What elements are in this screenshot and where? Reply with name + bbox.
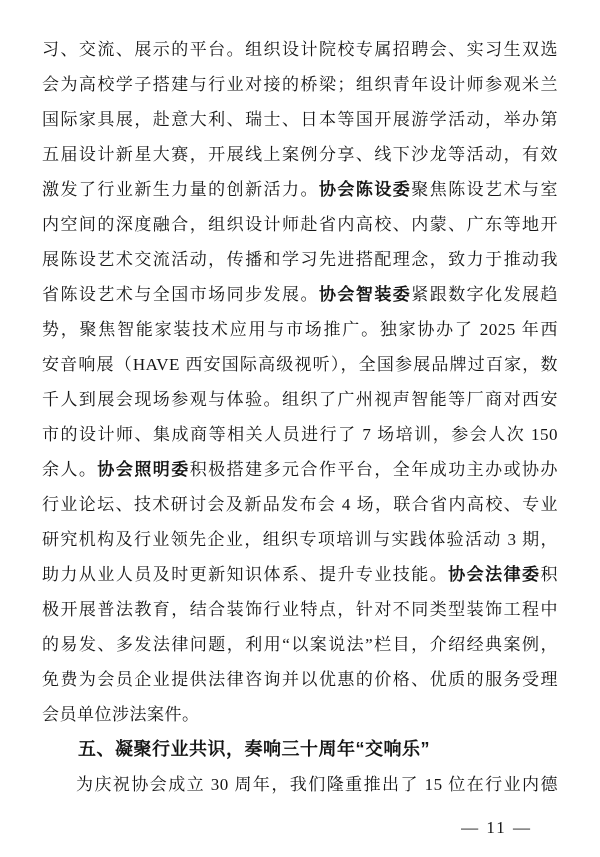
body-text: 极开展普法教育，结合装饰行业特点，针对不同类型装饰工程中	[42, 600, 558, 619]
body-text: 市的设计师、集成商等相关人员进行了 7 场培训，参会人次 150	[42, 425, 558, 444]
body-line	[42, 417, 558, 452]
body-line	[42, 207, 558, 242]
body-line	[42, 347, 558, 382]
body-line	[42, 312, 558, 347]
body-text: 紧跟数字化发展趋	[411, 285, 559, 304]
page-number: — 11 —	[461, 818, 532, 837]
body-line	[42, 592, 558, 627]
body-line	[42, 242, 558, 277]
body-line	[42, 172, 558, 207]
body-line	[42, 102, 558, 137]
body-line	[42, 522, 558, 557]
body-line	[42, 67, 558, 102]
body-text: 免费为会员企业提供法律咨询并以优惠的价格、优质的服务受理	[42, 670, 558, 689]
body-text: 会员单位涉法案件。	[42, 705, 200, 724]
section-heading	[42, 732, 558, 767]
body-line	[42, 137, 558, 172]
body-text: 聚焦陈设艺术与室	[411, 180, 559, 199]
committee-name-falvwei: 协会法律委	[448, 565, 541, 584]
body-text: 行业论坛、技术研讨会及新品发布会 4 场，联合省内高校、专业	[42, 495, 558, 514]
section-heading-text: 五、凝聚行业共识，奏响三十周年“交响乐”	[78, 739, 430, 759]
paragraph-end-line	[42, 697, 558, 732]
body-text: 五届设计新星大赛，开展线上案例分享、线下沙龙等活动，有效	[42, 145, 558, 164]
committee-name-chenshewei: 协会陈设委	[318, 180, 412, 199]
body-text: 为庆祝协会成立 30 周年，我们隆重推出了 15 位在行业内德	[76, 775, 558, 794]
body-text: 千人到展会现场参观与体验。组织了广州视声智能等厂商对西安	[42, 390, 558, 409]
body-text: 的易发、多发法律问题，利用“以案说法”栏目，介绍经典案例，	[42, 635, 558, 654]
body-text: 积	[540, 565, 559, 584]
body-text: 省陈设艺术与全国市场同步发展。	[42, 285, 319, 304]
body-line	[42, 767, 558, 802]
body-line	[42, 557, 558, 592]
body-line	[42, 662, 558, 697]
body-text: 激发了行业新生力量的创新活力。	[42, 180, 319, 199]
body-text: 会为高校学子搭建与行业对接的桥梁；组织青年设计师参观米兰	[42, 75, 558, 94]
body-line	[42, 452, 558, 487]
body-line	[42, 32, 558, 67]
body-text: 习、交流、展示的平台。组织设计院校专属招聘会、实习生双选	[42, 40, 558, 59]
body-text: 安音响展（HAVE 西安国际高级视听），全国参展品牌过百家，数	[42, 355, 558, 374]
body-line	[42, 627, 558, 662]
body-text: 势，聚焦智能家装技术应用与市场推广。独家协办了 2025 年西	[42, 320, 558, 339]
committee-name-zhizhuangwei: 协会智装委	[318, 285, 412, 304]
body-text: 积极搭建多元合作平台，全年成功主办或协办	[189, 460, 559, 479]
body-line	[42, 487, 558, 522]
body-text: 展陈设艺术交流活动，传播和学习先进搭配理念，致力于推动我	[42, 250, 558, 269]
committee-name-zhaomingwei: 协会照明委	[97, 460, 190, 479]
body-text: 助力从业人员及时更新知识体系、提升专业技能。	[42, 565, 449, 584]
body-line	[42, 382, 558, 417]
page-body	[42, 32, 558, 802]
body-text: 研究机构及行业领先企业，组织专项培训与实践体验活动 3 期，	[42, 530, 558, 549]
body-text: 余人。	[42, 460, 98, 479]
body-line	[42, 277, 558, 312]
body-text: 内空间的深度融合，组织设计师赴省内高校、内蒙、广东等地开	[42, 215, 558, 234]
body-text: 国际家具展，赴意大利、瑞士、日本等国开展游学活动，举办第	[42, 110, 558, 129]
